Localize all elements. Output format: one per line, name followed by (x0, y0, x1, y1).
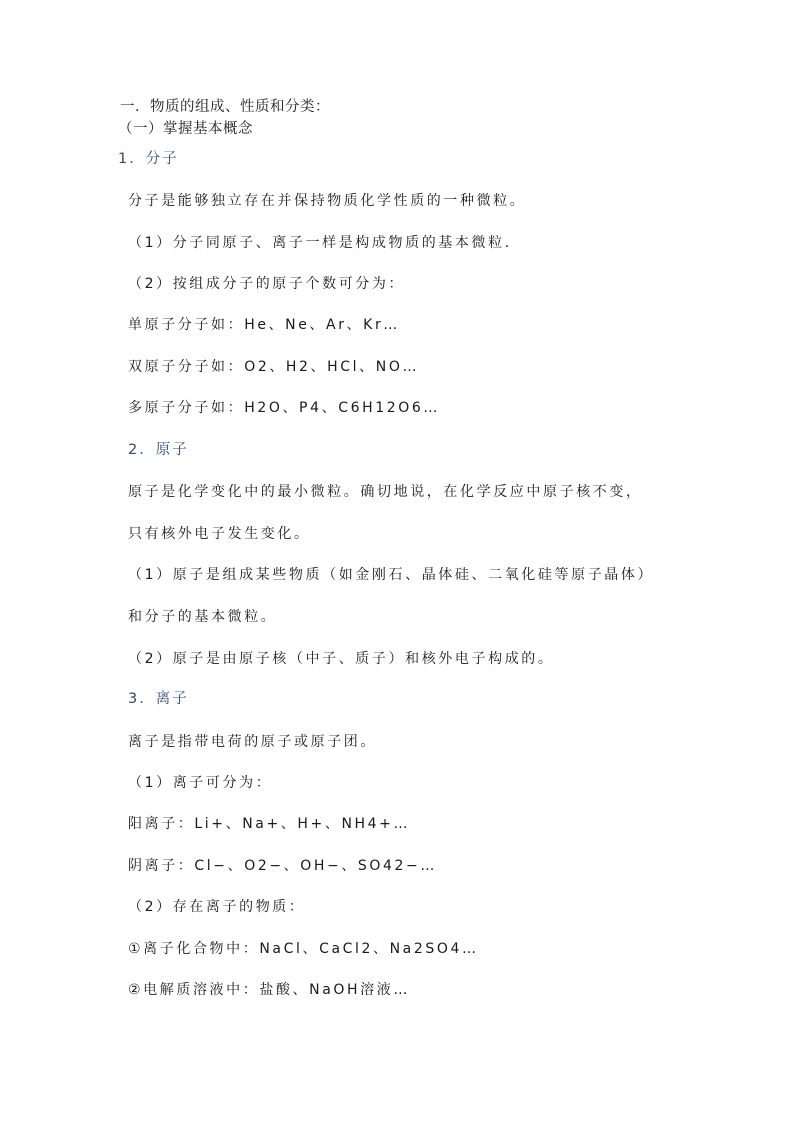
section-heading-atom: 2．原子 (128, 442, 189, 458)
paragraph-line: （2）存在离子的物质： (128, 899, 306, 915)
paragraph-line: （2）按组成分子的原子个数可分为： (128, 276, 406, 292)
paragraph-line: 只有核外电子发生变化。 (128, 526, 311, 542)
paragraph-line: （1）离子可分为： (128, 775, 273, 791)
section-heading-ion: 3．离子 (128, 691, 189, 707)
paragraph-line: 原子是化学变化中的最小微粒。确切地说，在化学反应中原子核不变， (128, 484, 643, 500)
paragraph-line: （1）分子同原子、离子一样是构成物质的基本微粒． (128, 235, 522, 251)
paragraph-line: 双原子分子如：O2、H2、HCl、NO… (128, 359, 420, 375)
paragraph-line: ②电解质溶液中：盐酸、NaOH溶液… (128, 982, 410, 998)
paragraph-line: ①离子化合物中：NaCl、CaCl2、Na2SO4… (128, 941, 479, 957)
paragraph-line: 多原子分子如：H2O、P4、C6H12O6… (128, 400, 440, 416)
paragraph-line: 和分子的基本微粒。 (128, 609, 278, 625)
paragraph-line: 离子是指带电荷的原子或原子团。 (128, 734, 377, 750)
section-heading-molecule: 1．分子 (118, 151, 179, 167)
paragraph-line: 分子是能够独立存在并保持物质化学性质的一种微粒。 (128, 193, 527, 209)
paragraph-line: 阴离子：Cl−、O2−、OH−、SO42−… (128, 858, 437, 874)
paragraph-line: 单原子分子如：He、Ne、Ar、Kr… (128, 317, 400, 333)
paragraph-line: 阳离子：Li+、Na+、H+、NH4+… (128, 816, 411, 832)
paragraph-line: （1）原子是组成某些物质（如金刚石、晶体硅、二氧化硅等原子晶体） (128, 567, 655, 583)
document-subtitle: （一）掌握基本概念 (118, 121, 253, 137)
paragraph-line: （2）原子是由原子核（中子、质子）和核外电子构成的。 (128, 651, 555, 667)
document-title: 一．物质的组成、性质和分类： (120, 99, 330, 115)
